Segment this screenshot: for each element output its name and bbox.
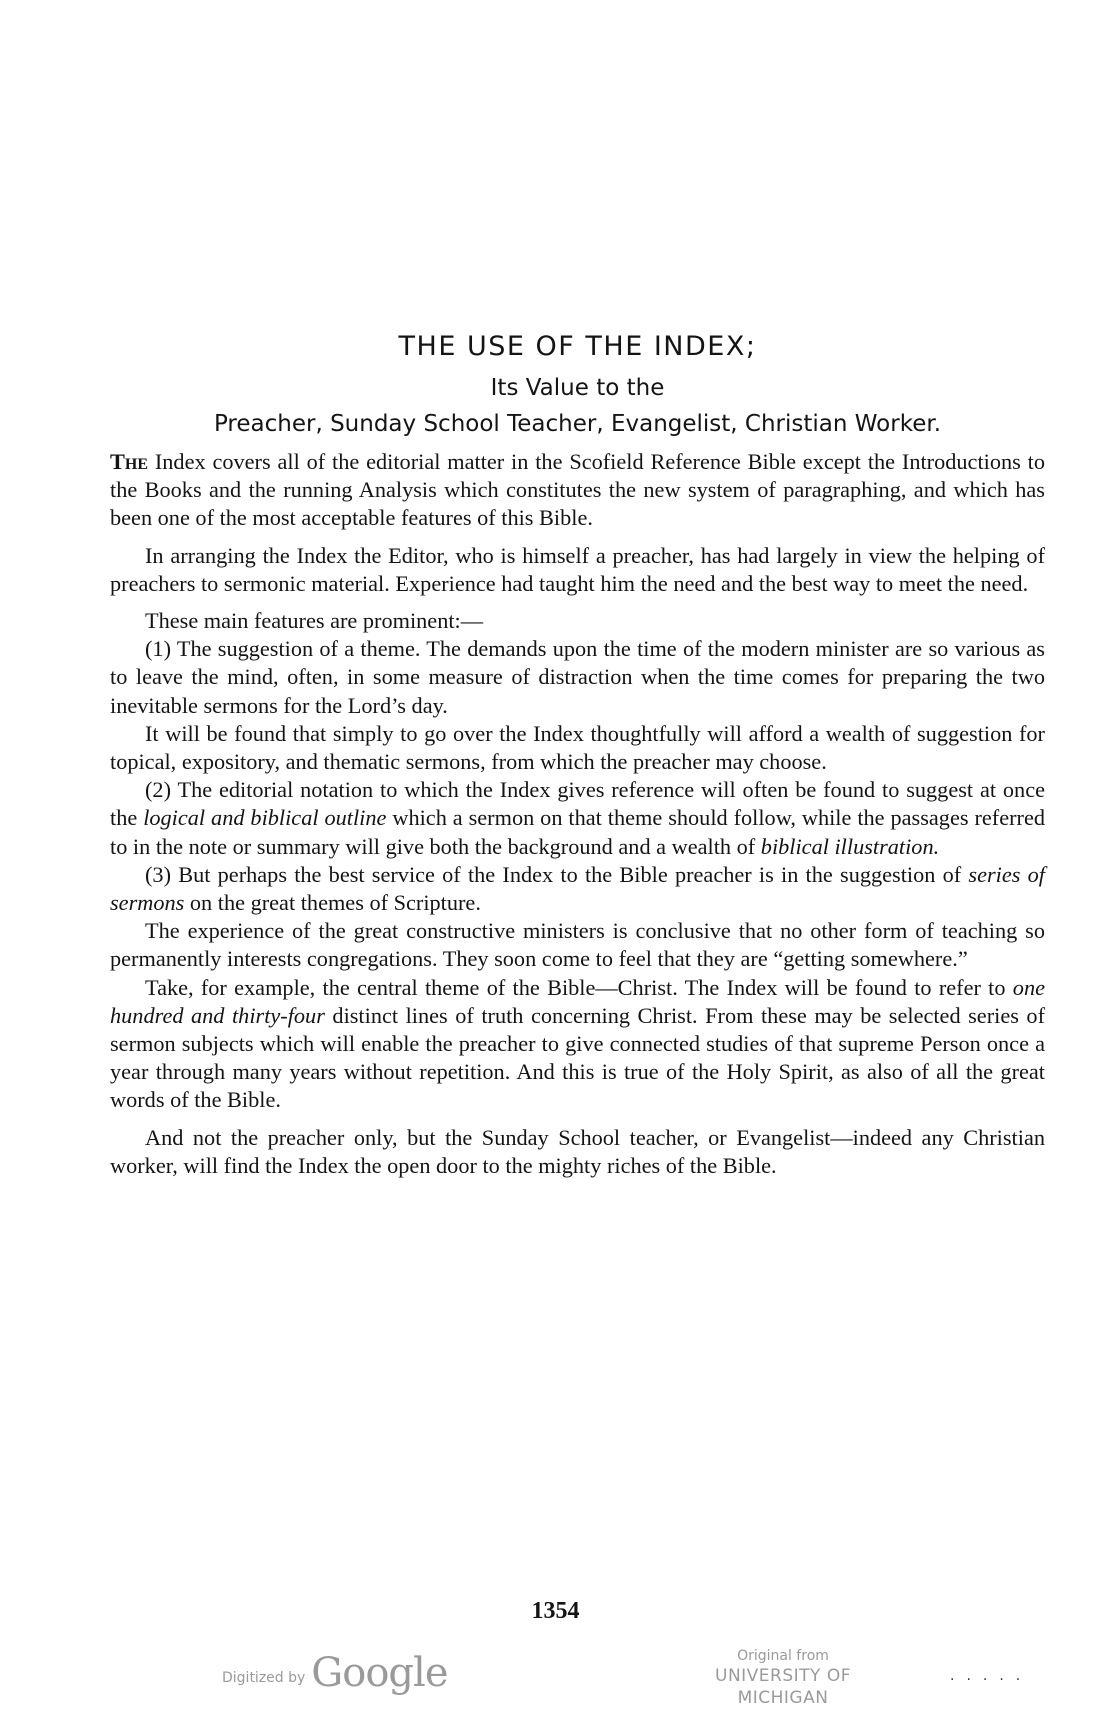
paragraph-series-text-a: (3) But perhaps the best service of the Index to the Bible preacher is in the suggestion of [145,861,969,887]
heading-block [110,330,1045,440]
subtitle-line-2: Preacher, Sunday School Teacher, Evangelist, Christian Worker. [213,411,942,437]
italic-logical-outline: logical and biblical outline [143,805,387,831]
paragraph-notation-text-b: which a sermon on that theme should follow, while the passages referred to in the note or summary will give both the background and a wealth of [110,805,1045,859]
italic-series-of-sermons: series of sermons [110,861,1046,916]
scan-dots-decoration: ····· [950,1672,1033,1688]
italic-biblical-illustration: biblical illustration. [760,833,940,859]
university-label: UNIVERSITY OF MICHIGAN [715,1666,851,1708]
paragraph-series-text-b: on the great themes of Scripture. [184,890,481,916]
paragraph-notation-text-a: (2) The editorial notation to which the Index gives reference will often be found to suggest at once the [110,777,1045,831]
original-from-label: Original from [737,1648,829,1664]
paragraph-closing: And not the preacher only, but the Sunday School teacher, or Evangelist—indeed any Christian worker, will find the Index the open door to the mighty riches of the Bible. [110,1124,1045,1178]
paragraph-theme: (1) The suggestion of a theme. The demands upon the time of the modern minister are so various as to leave the mind, often, in some measure of distraction when the time comes for preparing the two inevitable sermons for the Lord’s day. [110,636,1045,718]
paragraph-suggestion: It will be found that simply to go over the Index thoughtfully will afford a wealth of suggestion for topical, expository, and thematic sermons, from which the preacher may choose. [110,720,1045,775]
page-number: 1354 [531,1598,580,1624]
paragraph-example-text-b: distinct lines of truth concerning Christ. From these may be selected series of sermon subjects which will enable the preacher to give connected studies of that supreme Person once a year through many years without repetition. And this is true of the Holy Spirit, as also of all the great words of the Bible. [110,1002,1045,1113]
page-title: THE USE OF THE INDEX; [398,331,757,362]
body-text [110,448,1045,1180]
paragraph-intro-text: Index covers all of the editorial matter in the Scofield Reference Bible except the Introductions to the Books and the running Analysis which constitutes the new system of paragraphing, and which has been one of the most acceptable features of this Bible. [110,449,1045,531]
paragraph-features: These main features are prominent:— [145,608,484,634]
paragraph-example [110,974,1045,1115]
digitized-by-label: Digitized by [222,1670,306,1686]
paragraph-notation [110,776,1045,861]
google-logo-icon: Google [311,1650,448,1696]
paragraph-experience: The experience of the great constructive ministers is conclusive that no other form of teaching so permanently interests congregations. They soon come to feel that they are “getting somewhere.” [110,918,1045,972]
paragraph-intro [110,448,1045,533]
subtitle-line-1: Its Value to the [490,375,665,401]
paragraph-example-text-a: Take, for example, the central theme of the Bible—Christ. The Index will be found to refer to [145,974,1013,1000]
italic-one-hundred-thirty-four: one hundred and thirty-four [110,974,1045,1028]
paragraph-lead-word: The [110,449,148,474]
digitized-watermark [222,1650,447,1696]
paragraph-series [110,861,1045,917]
paragraph-editor: In arranging the Index the Editor, who is himself a preacher, has had largely in view the helping of preachers to sermonic material. Experience had taught him the need and the best way to meet the need. [110,542,1045,596]
